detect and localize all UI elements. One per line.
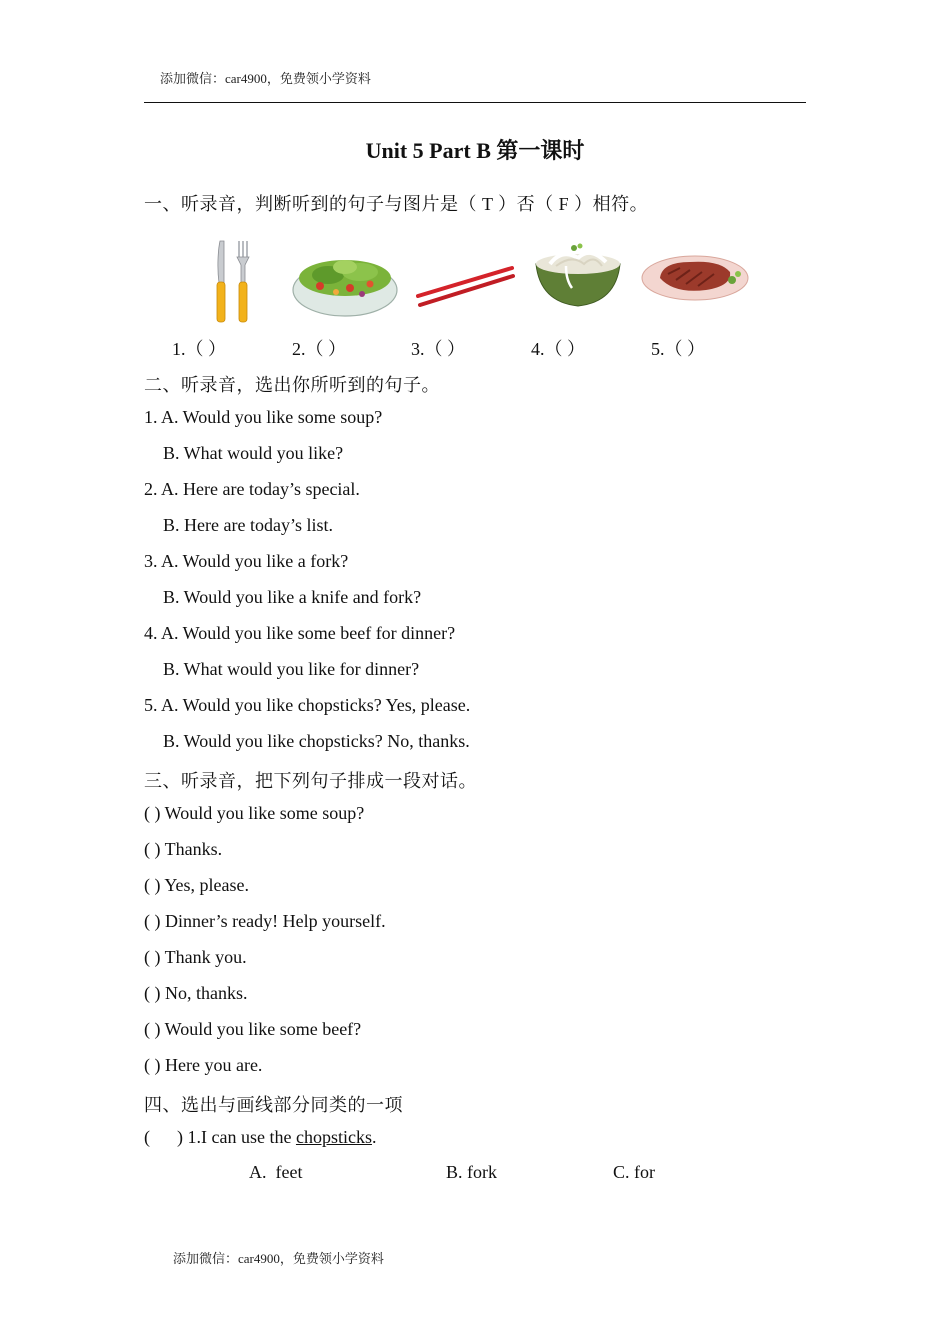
answer-blank-4[interactable]: 4.（ ）: [531, 339, 585, 359]
question-option: B. Would you like chopsticks? No, thanks.: [163, 731, 470, 751]
dialogue-line: ( ) Thanks.: [144, 839, 223, 859]
page-title: Unit 5 Part B 第一课时: [365, 138, 585, 163]
answer-blank-3[interactable]: 3.（ ）: [411, 339, 465, 359]
question-option: B. Here are today’s list.: [163, 515, 333, 535]
question-option: 2. A. Here are today’s special.: [144, 479, 360, 499]
knife-fork-icon: [212, 238, 258, 326]
question-4-1: [144, 1127, 376, 1148]
page-header: 添加微信：car4900，免费领小学资料: [160, 71, 371, 86]
option-b[interactable]: B. fork: [446, 1162, 497, 1182]
dialogue-line: ( ) Would you like some beef?: [144, 1019, 362, 1039]
dialogue-line: ( ) Here you are.: [144, 1055, 263, 1075]
section-4-heading: 四、选出与画线部分同类的一项: [144, 1095, 403, 1115]
dialogue-line: ( ) No, thanks.: [144, 983, 248, 1003]
option-c[interactable]: C. for: [613, 1162, 655, 1182]
question-option: 3. A. Would you like a fork?: [144, 551, 349, 571]
page-footer: 添加微信：car4900，免费领小学资料: [173, 1251, 384, 1266]
beef-icon: [640, 250, 750, 302]
answer-blank-5[interactable]: 5.（ ）: [651, 339, 705, 359]
section-1-heading: 一、听录音，判断听到的句子与图片是（ T ）否（ F ）相符。: [144, 194, 649, 214]
question-option: 4. A. Would you like some beef for dinner?: [144, 623, 456, 643]
question-option: 1. A. Would you like some soup?: [144, 407, 383, 427]
answer-blank-2[interactable]: 2.（ ）: [292, 339, 346, 359]
section-3-heading: 三、听录音，把下列句子排成一段对话。: [144, 771, 477, 791]
chopsticks-icon: [415, 262, 515, 308]
underlined-word: chopsticks: [295, 1127, 372, 1147]
question-option: B. Would you like a knife and fork?: [163, 587, 422, 607]
option-a[interactable]: A. feet: [249, 1162, 303, 1182]
section-2-heading: 二、听录音，选出你所听到的句子。: [144, 375, 440, 395]
salad-icon: [290, 250, 400, 320]
question-suffix: .: [371, 1127, 377, 1147]
question-option: B. What would you like?: [163, 443, 344, 463]
dialogue-line: ( ) Dinner’s ready! Help yourself.: [144, 911, 386, 931]
dialogue-line: ( ) Thank you.: [144, 947, 247, 967]
answer-blank-1[interactable]: 1.（ ）: [172, 339, 226, 359]
question-option: 5. A. Would you like chopsticks? Yes, please.: [144, 695, 471, 715]
dialogue-line: ( ) Yes, please.: [144, 875, 249, 895]
header-divider: [144, 102, 806, 103]
noodles-icon: [532, 240, 624, 310]
question-option: B. What would you like for dinner?: [163, 659, 420, 679]
dialogue-line: ( ) Would you like some soup?: [144, 803, 365, 823]
question-prefix: ( ) 1.I can use the: [144, 1127, 296, 1147]
